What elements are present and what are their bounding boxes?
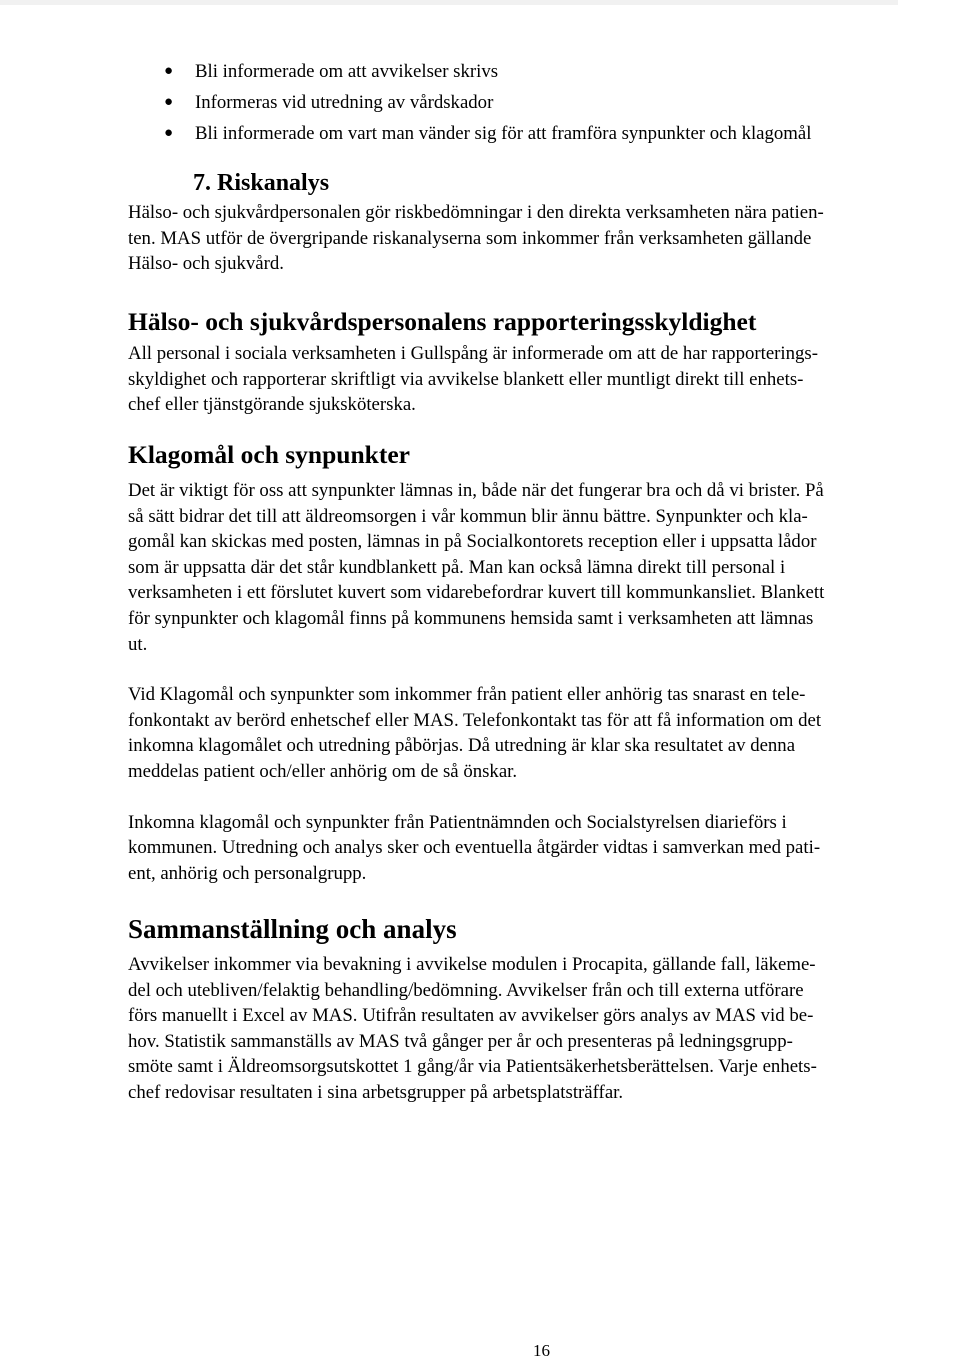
bullet-text: Informeras vid utredning av vårdskador [195,92,494,113]
rapportering-paragraph [128,341,958,418]
bullet-icon: ● [164,63,174,79]
sammanstallning-paragraph [128,952,958,1106]
header-rule [0,0,898,5]
text-line: ut. [128,633,148,655]
riskanalys-heading: 7. Riskanalys [193,170,330,196]
text-line: chef eller tjänstgörande sjuksköterska. [128,394,416,416]
text-line: fonkontakt av berörd enhetschef eller MAS. Telefonkontakt tas för att få information om det [128,709,822,731]
rapportering-heading: Hälso- och sjukvårdspersonalens rapporteringsskyldighet [128,307,757,336]
text-line: verksamheten i ett förslutet kuvert som vidarebefordrar kuvert till kommunkansliet. Blankett [128,582,825,604]
text-line: Vid Klagomål och synpunkter som inkommer från patient eller anhörig tas snarast en tele- [128,684,806,706]
bullet-item [0,87,811,118]
klagomal-section [128,439,958,886]
rapportering-section [128,306,958,418]
text-line: Hälso- och sjukvårdpersonalen gör riskbedömningar i den direkta verksamheten nära patien- [128,202,824,223]
text-line: ent, anhörig och personalgrupp. [128,862,367,884]
klagomal-heading: Klagomål och synpunkter [128,440,410,469]
text-line: skyldighet och rapporterar skriftligt via avvikelse blankett eller muntligt direkt till enhets- [128,368,804,390]
text-line: gomål kan skickas med posten, lämnas in på Socialkontorets reception eller i uppsatta lådor [128,531,817,553]
bullet-list [0,56,811,149]
bullet-icon: ● [164,94,174,110]
text-line: smöte samt i Äldreomsorgsutskottet 1 gång/år via Patientsäkerhetsberättelsen. Varje enhets- [128,1056,817,1078]
text-line: hov. Statistik sammanställs av MAS två gånger per år och presenteras på ledningsgrupp- [128,1030,793,1052]
text-line: chef redovisar resultaten i sina arbetsgrupper på arbetsplatsträffar. [128,1081,624,1103]
bullet-text: Bli informerade om vart man vänder sig för att framföra synpunkter och klagomål [195,123,812,144]
riskanalys-paragraph [128,200,958,277]
text-line: så sätt bidrar det till att äldreomsorgen i vår kommun blir ännu bättre. Synpunkter och kla- [128,505,808,527]
bullet-icon: ● [164,125,174,141]
klagomal-paragraph-1 [128,478,958,657]
page-number: 16 [533,1341,550,1360]
text-line: All personal i sociala verksamheten i Gullspång är informerade om att de har rapporterings- [128,343,818,364]
text-line: förs manuellt i Excel av MAS. Utifrån resultaten av avvikelser görs analys av MAS vid be- [128,1005,814,1027]
sammanstallning-heading: Sammanställning och analys [128,914,457,944]
sammanstallning-section [128,913,958,1106]
text-line: Hälso- och sjukvård. [128,253,284,275]
text-line: del och utebliven/felaktig behandling/bedömning. Avvikelser från och till externa utförare [128,979,804,1001]
bullet-text: Bli informerade om att avvikelser skrivs [195,61,499,82]
text-line: som är uppsatta där det står kundblankett på. Man kan också lämna direkt till personal i [128,556,786,578]
klagomal-paragraph-2 [128,682,958,784]
bullet-item [0,118,811,149]
bullet-item [0,56,811,87]
klagomal-paragraph-3 [128,810,958,887]
text-line: för synpunkter och klagomål finns på kommunens hemsida samt i verksamheten att lämnas [128,607,814,629]
text-line: kommunen. Utredning och analys sker och eventuella åtgärder vidtas i samverkan med pati- [128,837,821,859]
text-line: inkomna klagomålet och utredning påbörjas. Då utredning är klar ska resultatet av denna [128,735,796,757]
text-line: ten. MAS utför de övergripande riskanalyserna som inkommer från verksamheten gällande [128,227,812,249]
text-line: Det är viktigt för oss att synpunkter lämnas in, både när det fungerar bra och då vi brister. På [128,480,824,501]
text-line: Inkomna klagomål och synpunkter från Patientnämnden och Socialstyrelsen diarieförs i [128,811,787,833]
text-line: meddelas patient och/eller anhörig om de så önskar. [128,760,518,782]
text-line: Avvikelser inkommer via bevakning i avvikelse modulen i Procapita, gällande fall, läkeme- [128,954,816,975]
